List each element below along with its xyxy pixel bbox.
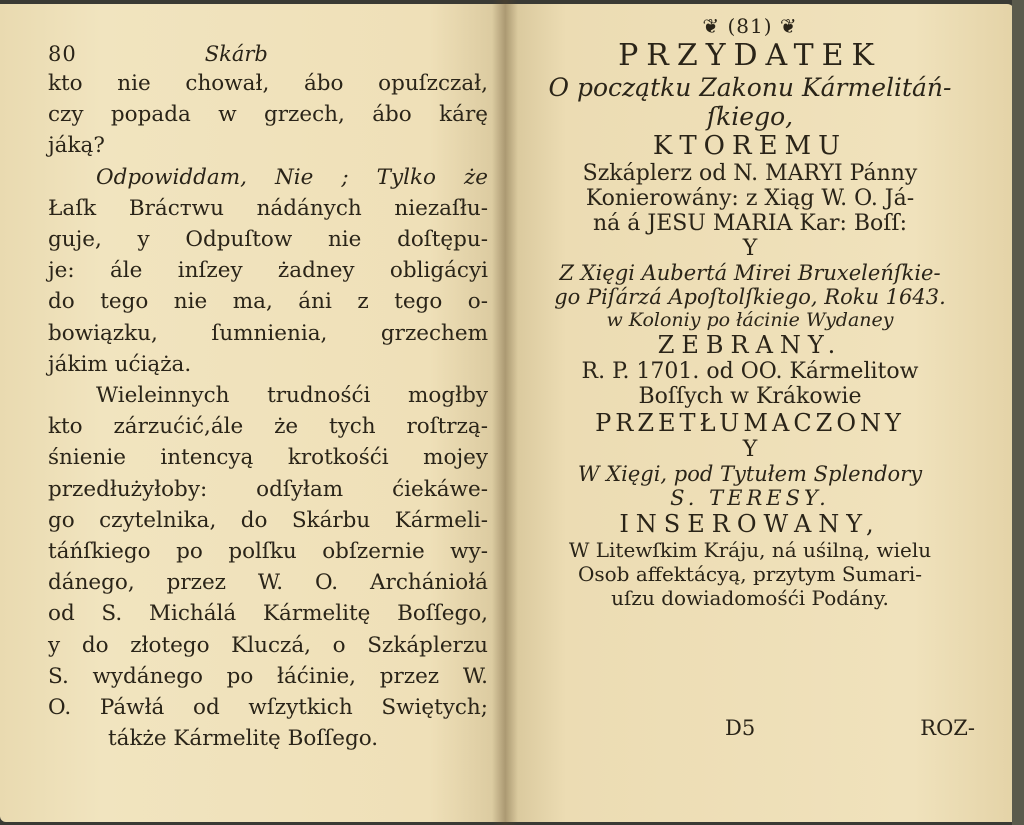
fleuron-icon: ❦ (702, 14, 721, 38)
left-page-body (48, 68, 488, 754)
body-line: Boſſych w Krákowie (638, 384, 862, 409)
page-footer (725, 716, 975, 740)
page-number: 80 (48, 42, 77, 66)
italic-line: S. TERESY. (670, 486, 830, 510)
text-line: O. Páwłá od wſzytkich Swiętych; (48, 695, 488, 721)
text-line: bowiązku, ſumnienia, grzechem (48, 320, 488, 346)
text-line: przedłużyłoby: odſyłam ćiekáwe- (48, 476, 488, 502)
italic-line: W Xięgi, pod Tytułem Splendory (577, 462, 923, 486)
fleuron-icon: ❦ (779, 14, 798, 38)
italic-line: go Piſárzá Apoſtolſkiego, Roku 1643. (554, 285, 946, 309)
title-block (515, 14, 985, 610)
body-line: uſzu dowiadomośći Podány. (611, 586, 889, 610)
text-line: od S. Michálá Kármelitę Boſſego, (48, 601, 488, 627)
text-line: je: ále inſzey żadney obligácyi (48, 258, 488, 284)
caps-line: ZEBRANY. (657, 331, 843, 359)
book-gutter (492, 0, 518, 825)
ornament-page-number: (81) (727, 14, 773, 38)
body-line: R. P. 1701. od OO. Kármelitow (581, 359, 919, 384)
text-line: jákim ućiąża. (48, 351, 192, 377)
text-line: Wieleinnych trudnośći mogłby (96, 383, 488, 409)
page-ornament (515, 14, 985, 38)
text-line: Odpowiddam, Nie ; Tylko że (96, 164, 488, 190)
body-line: Szkáplerz od N. MARYI Pánny (582, 161, 918, 186)
text-line: kto nie chował, ábo opuſzczał, (48, 71, 488, 96)
subtitle-line: O początku Zakonu Kármelitáń- (548, 73, 952, 102)
body-line: Y (742, 236, 758, 261)
left-page-header (48, 42, 478, 66)
text-line: táńſkiego po polſku obſzernie wy- (48, 539, 488, 565)
text-line: tákże Kármelitę Boſſego. (108, 726, 379, 752)
caps-line: PRZETŁUMACZONY (595, 409, 905, 437)
signature-mark: D5 (725, 716, 756, 740)
text-line: czy popada w grzech, ábo kárę (48, 102, 488, 128)
body-line: Konierowány: z Xiąg W. O. Já- (585, 186, 915, 211)
catchword: ROZ- (920, 716, 975, 740)
body-line: Osob affektácyą, przytym Sumari- (577, 562, 923, 586)
body-line: W Litewſkim Kráju, ná uśilną, wielu (568, 538, 932, 562)
caps-line: KTOREMU (652, 131, 848, 161)
body-line: ná á JESU MARIA Kar: Boſſ: (592, 211, 907, 236)
text-line: do tego nie ma, áni z tego o- (48, 289, 488, 315)
subtitle-line: ſkiego, (706, 102, 794, 131)
italic-line: w Koloniy po łácinie Wydaney (606, 309, 894, 331)
italic-line: Z Xięgi Aubertá Mirei Bruxeleńſkie- (559, 261, 941, 285)
text-line: jáką? (48, 133, 105, 159)
caps-line: INSEROWANY, (619, 510, 881, 538)
text-line: y do złotego Kluczá, o Szkáplerzu (48, 632, 488, 658)
title-heading: PRZYDATEK (618, 38, 882, 73)
text-line: Łaſk Brácтwu nádánych niezaſłu- (48, 195, 488, 221)
text-line: kto zárzućić,ále że tych roſtrzą- (48, 414, 488, 440)
right-page (505, 4, 1015, 822)
text-line: S. wydánego po łáćinie, przez W. (48, 663, 488, 689)
text-line: guje, y Odpuſtow nie doſtępu- (48, 227, 488, 253)
text-line: go czytelnika, do Skárbu Kármeli- (48, 507, 488, 533)
body-line: Y (742, 437, 758, 462)
book-edge (1012, 0, 1024, 825)
text-line: śnienie intencyą krotkośći mojey (48, 445, 488, 471)
text-line: dánego, przez W. O. Archániołá (48, 570, 488, 596)
running-head: Skárb (204, 42, 268, 66)
left-page (0, 4, 505, 822)
